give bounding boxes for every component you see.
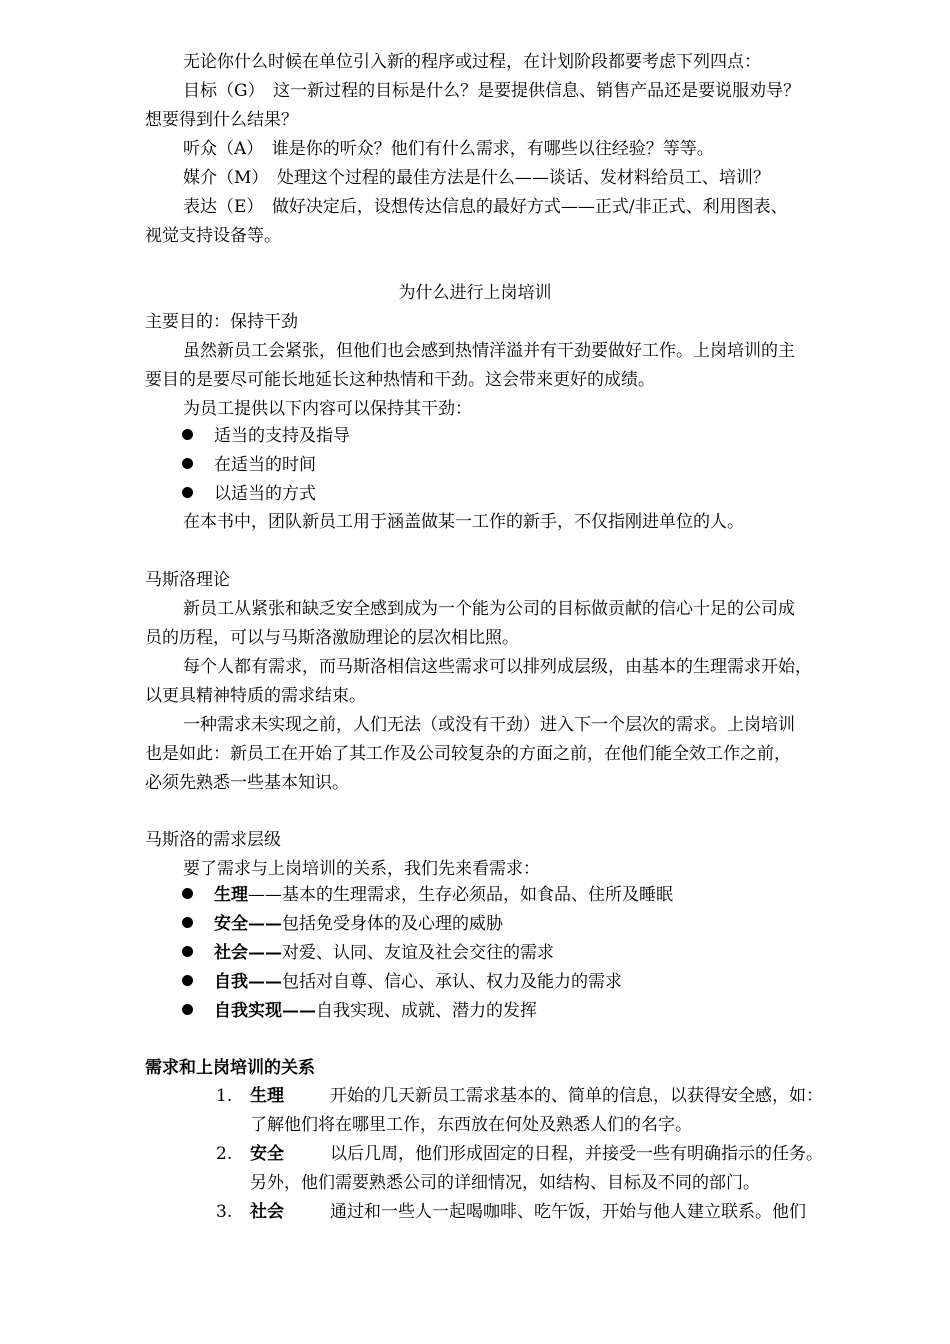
express-line-continued: 视觉支持设备等。: [145, 226, 281, 246]
item-number: 1.: [216, 1086, 233, 1106]
need-term: 社会——: [214, 943, 282, 963]
bullet-icon: [182, 429, 193, 440]
bullet-item: [182, 480, 316, 508]
item-text-continued: 另外，他们需要熟悉公司的详细情况，如结构、目标及不同的部门。: [250, 1173, 760, 1193]
bullet-icon: [182, 1004, 193, 1015]
need-desc: ——基本的生理需求，生存必须品，如食品、住所及睡眠: [248, 885, 673, 905]
bullet-icon: [182, 487, 193, 498]
item-text: 开始的几天新员工需求基本的、简单的信息，以获得安全感，如：: [330, 1086, 823, 1106]
maslow-paragraph-2-continued: 以更具精神特质的需求结束。: [145, 686, 366, 706]
maslow-paragraph-continued: 员的历程，可以与马斯洛激励理论的层次相比照。: [145, 628, 519, 648]
need-item: [182, 997, 537, 1025]
express-line: 表达（E） 做好决定后，设想传达信息的最好方式——正式/非正式、利用图表、: [183, 197, 788, 217]
need-item: [182, 881, 673, 909]
maslow-paragraph-3-end: 必须先熟悉一些基本知识。: [145, 773, 349, 793]
bullet-icon: [182, 975, 193, 986]
need-term: 自我——: [214, 972, 282, 992]
hierarchy-intro: 要了需求与上岗培训的关系，我们先来看需求：: [183, 859, 540, 879]
media-line: 媒介（M） 处理这个过程的最佳方法是什么——谈话、发材料给员工、培训？: [183, 168, 770, 188]
relation-item: [216, 1140, 823, 1168]
goal-line: 目标（G） 这一新过程的目标是什么？是要提供信息、销售产品还是要说服劝导？: [183, 81, 801, 101]
intro-line: 无论你什么时候在单位引入新的程序或过程，在计划阶段都要考虑下列四点：: [183, 52, 761, 72]
item-term: 社会: [250, 1202, 284, 1222]
need-item: [182, 910, 503, 938]
need-desc: 包括对自尊、信心、承认、权力及能力的需求: [282, 972, 622, 992]
bullet-text: 在适当的时间: [214, 455, 316, 475]
item-number: 3.: [216, 1202, 233, 1222]
item-text: 通过和一些人一起喝咖啡、吃午饭，开始与他人建立联系。他们: [330, 1202, 806, 1222]
need-term: 自我实现——: [214, 1001, 316, 1021]
maslow-paragraph: 新员工从紧张和缺乏安全感到成为一个能为公司的目标做贡献的信心十足的公司成: [183, 599, 795, 619]
why-paragraph-3: 在本书中，团队新员工用于涵盖做某一工作的新手，不仅指刚进单位的人。: [183, 512, 744, 532]
item-text-continued: 了解他们将在哪里工作，东西放在何处及熟悉人们的名字。: [250, 1115, 692, 1135]
relation-heading: 需求和上岗培训的关系: [145, 1058, 315, 1078]
maslow-paragraph-3: 一种需求未实现之前，人们无法（或没有干劲）进入下一个层次的需求。上岗培训: [183, 715, 795, 735]
bullet-icon: [182, 946, 193, 957]
need-item: [182, 939, 554, 967]
bullet-icon: [182, 888, 193, 899]
need-term: 生理: [214, 885, 248, 905]
relation-item: [216, 1082, 823, 1110]
why-paragraph-2: 为员工提供以下内容可以保持其干劲：: [183, 399, 472, 419]
section-title: 为什么进行上岗培训: [398, 283, 552, 303]
item-text: 以后几周，他们形成固定的日程，并接受一些有明确指示的任务。: [330, 1144, 823, 1164]
maslow-paragraph-2: 每个人都有需求，而马斯洛相信这些需求可以排列成层级，由基本的生理需求开始，: [183, 657, 812, 677]
hierarchy-heading: 马斯洛的需求层级: [145, 830, 281, 850]
need-item: [182, 968, 622, 996]
bullet-text: 适当的支持及指导: [214, 426, 350, 446]
bullet-icon: [182, 458, 193, 469]
relation-item: [216, 1198, 806, 1226]
item-term: 生理: [250, 1086, 284, 1106]
item-term: 安全: [250, 1144, 284, 1164]
need-desc: 包括免受身体的及心理的威胁: [282, 914, 503, 934]
bullet-text: 以适当的方式: [214, 484, 316, 504]
why-paragraph: 虽然新员工会紧张，但他们也会感到热情洋溢并有干劲要做好工作。上岗培训的主: [183, 341, 795, 361]
main-purpose: 主要目的：保持干劲: [145, 312, 298, 332]
maslow-heading: 马斯洛理论: [145, 570, 230, 590]
item-number: 2.: [216, 1144, 233, 1164]
goal-line-continued: 想要得到什么结果？: [145, 110, 298, 130]
need-desc: 自我实现、成就、潜力的发挥: [316, 1001, 537, 1021]
bullet-item: [182, 451, 316, 479]
why-paragraph-continued: 要目的是要尽可能长地延长这种热情和干劲。这会带来更好的成绩。: [145, 370, 655, 390]
maslow-paragraph-3-continued: 也是如此：新员工在开始了其工作及公司较复杂的方面之前，在他们能全效工作之前，: [145, 744, 791, 764]
audience-line: 听众（A） 谁是你的听众？他们有什么需求，有哪些以往经验？等等。: [183, 139, 714, 159]
bullet-item: [182, 422, 350, 450]
need-desc: 对爱、认同、友谊及社会交往的需求: [282, 943, 554, 963]
bullet-icon: [182, 917, 193, 928]
need-term: 安全——: [214, 914, 282, 934]
